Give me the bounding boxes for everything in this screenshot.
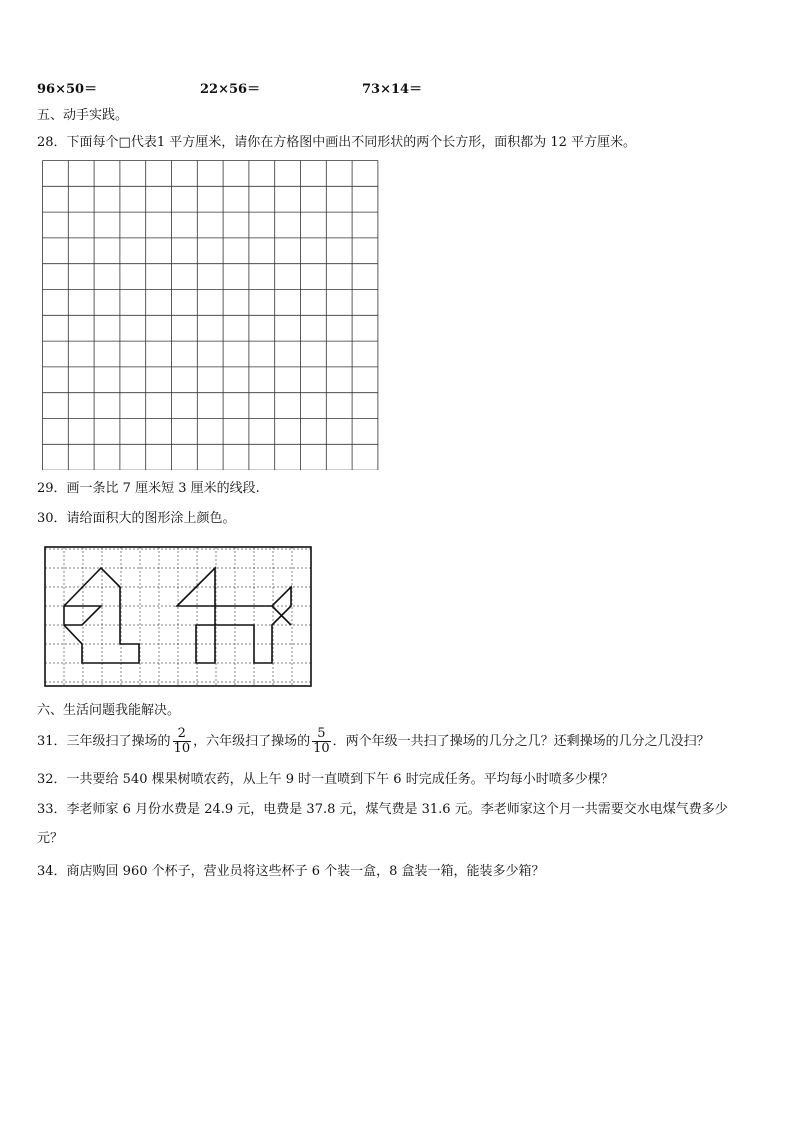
shapes-grid-figure[interactable] [44, 546, 316, 690]
calc-73x14: 73×14＝ [362, 82, 423, 97]
question-34: 34．商店购回 960 个杯子，营业员将这些杯子 6 个装一盒，8 盒装一箱，能装多少箱？ [37, 864, 545, 879]
section5-title: 五、动手实践。 [37, 108, 129, 123]
question-33-line1: 33．李老师家 6 月份水费是 24.9 元，电费是 37.8 元，煤气费是 31.6 元。李老师家这个月一共需要交水电煤气费多少 [37, 802, 728, 817]
fraction-denominator: 10 [313, 741, 330, 756]
question-31 [37, 727, 710, 757]
calc-22x56: 22×56＝ [200, 82, 261, 97]
square-grid[interactable] [42, 160, 382, 470]
right-figure [177, 568, 291, 663]
question-28: 28．下面每个□代表1 平方厘米，请你在方格图中画出不同形状的两个长方形，面积都为 12 平方厘米。 [37, 135, 637, 150]
fraction-2-10 [173, 727, 192, 756]
question-29: 29．画一条比 7 厘米短 3 厘米的线段. [37, 481, 260, 496]
calc-96x50: 96×50＝ [37, 82, 98, 97]
fraction-denominator: 10 [173, 741, 191, 756]
fraction-numerator: 2 [173, 727, 192, 742]
q31-part2: ，六年级扫了操场的 [193, 734, 311, 749]
question-30: 30．请给面积大的图形涂上颜色。 [37, 511, 236, 526]
fraction-numerator: 5 [312, 727, 331, 742]
q31-part3: ．两个年级一共扫了操场的几分之几？还剩操场的几分之几没扫？ [332, 734, 710, 749]
section6-title: 六、生活问题我能解决。 [37, 703, 181, 718]
fraction-5-10 [312, 727, 331, 756]
question-33-line2: 元？ [37, 831, 64, 846]
left-figure [64, 568, 139, 663]
q31-part1: 31．三年级扫了操场的 [37, 734, 171, 749]
question-32: 32．一共要给 540 棵果树喷农药，从上午 9 时一直喷到下午 6 时完成任务。平均每小时喷多少棵？ [37, 772, 614, 787]
